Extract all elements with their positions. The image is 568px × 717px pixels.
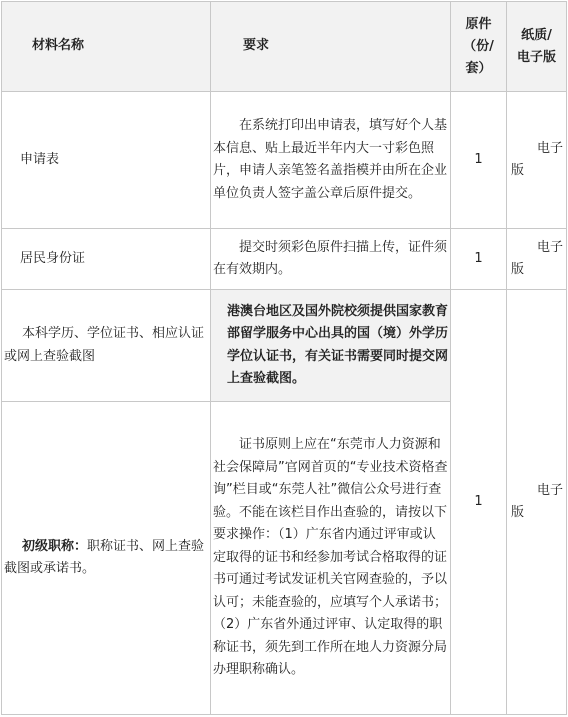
row-name: 申请表 [2,92,211,229]
table-row [2,229,567,290]
row-count: 1 [451,92,507,229]
header-original-count: 原件（份/套） [451,2,507,92]
row-requirement: 在系统打印出申请表，填写好个人基本信息、贴上最近半年内大一寸彩色照片，申请人亲笔签名盖指模并由所在企业单位负责人签字盖公章后原件提交。 [211,92,451,229]
title-level-text: 职称证书、网上查验截图或承诺书。 [4,538,205,576]
row-name: 本科学历、学位证书、相应认证或网上查验截图 [2,290,211,402]
table-row [2,92,567,229]
table-header-row [2,2,567,92]
merged-count: 1 [451,290,507,715]
row-name: 居民身份证 [2,229,211,290]
header-material-name: 材料名称 [2,2,211,92]
row-name [2,402,211,715]
row-count: 1 [451,229,507,290]
row-requirement: 提交时须彩色原件扫描上传，证件须在有效期内。 [211,229,451,290]
merged-format: 电子版 [507,290,567,715]
title-level-label: 初级职称： [22,538,88,554]
row-requirement: 证书原则上应在“东莞市人力资源和社会保障局”官网首页的“专业技术资格查询”栏目或“东莞人社”微信公众号进行查验。不能在该栏目作出查验的，请按以下要求操作：（1）广东省内通过评审或认定取得的证书和经参加考试合格取得的证书可通过考试发证机关官网查验的，予以认可；未能查验的，应填写个人承诺书；（2）广东省外通过评审、认定取得的职称证书，须先到工作所在地人力资源分局办理职称确认。 [211,402,451,715]
header-format: 纸质/电子版 [507,2,567,92]
row-format: 电子版 [507,92,567,229]
table-row [2,290,567,402]
materials-table [1,1,567,715]
row-format: 电子版 [507,229,567,290]
header-requirement: 要求 [211,2,451,92]
row-requirement: 港澳台地区及国外院校须提供国家教育部留学服务中心出具的国（境）外学历学位认证书，有关证书需要同时提交网上查验截图。 [211,290,451,402]
